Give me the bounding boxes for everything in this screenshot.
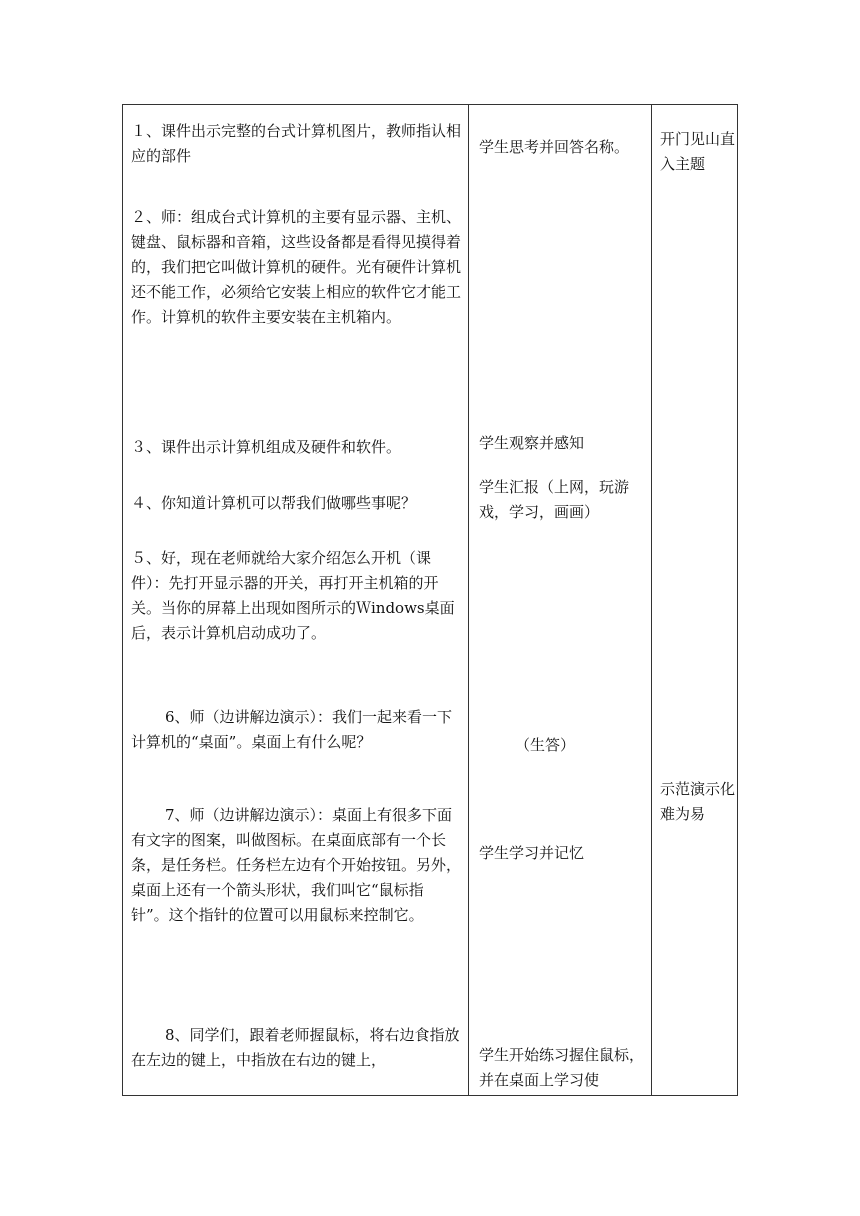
column-divider: [651, 105, 652, 1095]
procedure-step-5: ５、好，现在老师就给大家介绍怎么开机（课件）：先打开显示器的开关，再打开主机箱的开关。当你的屏幕上出现如图所示的Ｗindows桌面后，表示计算机启动成功了。: [131, 549, 455, 642]
student-activity-6: 学生开始练习握住鼠标，并在桌面上学习使: [479, 1046, 645, 1089]
design-intent-2: 示范演示化难为易: [660, 780, 736, 823]
design-intent-1: 开门见山直入主题: [660, 130, 736, 173]
student-activity-3: 学生汇报（上网，玩游戏，学习，画画）: [479, 478, 630, 521]
procedure-step-6: 6、师（边讲解边演示）：我们一起来看一下计算机的“桌面”。桌面上有什么呢？: [131, 708, 453, 751]
procedure-step-3: ３、课件出示计算机组成及硬件和软件。: [131, 438, 402, 456]
student-activity-5: 学生学习并记忆: [479, 844, 585, 862]
procedure-step-1: １、课件出示完整的台式计算机图片，教师指认相应的部件: [131, 122, 462, 165]
lesson-table: [122, 104, 738, 1096]
student-activity-2: 学生观察并感知: [479, 434, 585, 452]
student-activity-1: 学生思考并回答名称。: [479, 138, 630, 156]
procedure-step-2: ２、师：组成台式计算机的主要有显示器、主机、键盘、鼠标器和音箱，这些设备都是看得见摸得着的，我们把它叫做计算机的硬件。光有硬件计算机还不能工作，必须给它安装上相应的软件它才能工作。计算机的软件主要安装在主机箱内。: [131, 208, 462, 326]
procedure-step-4: ４、你知道计算机可以帮我们做哪些事呢？: [131, 494, 417, 512]
student-activity-4: （生答）: [515, 736, 576, 754]
procedure-step-7: 7、师（边讲解边演示）：桌面上有很多下面有文字的图案，叫做图标。在桌面底部有一个长条，是任务栏。任务栏左边有个开始按钮。另外，桌面上还有一个箭头形状，我们叫它“鼠标指针”。这个指针的位置可以用鼠标来控制它。: [131, 806, 462, 924]
procedure-step-8: 8、同学们，跟着老师握鼠标，将右边食指放在左边的键上，中指放在右边的键上，: [131, 1026, 460, 1069]
column-divider: [468, 105, 469, 1095]
